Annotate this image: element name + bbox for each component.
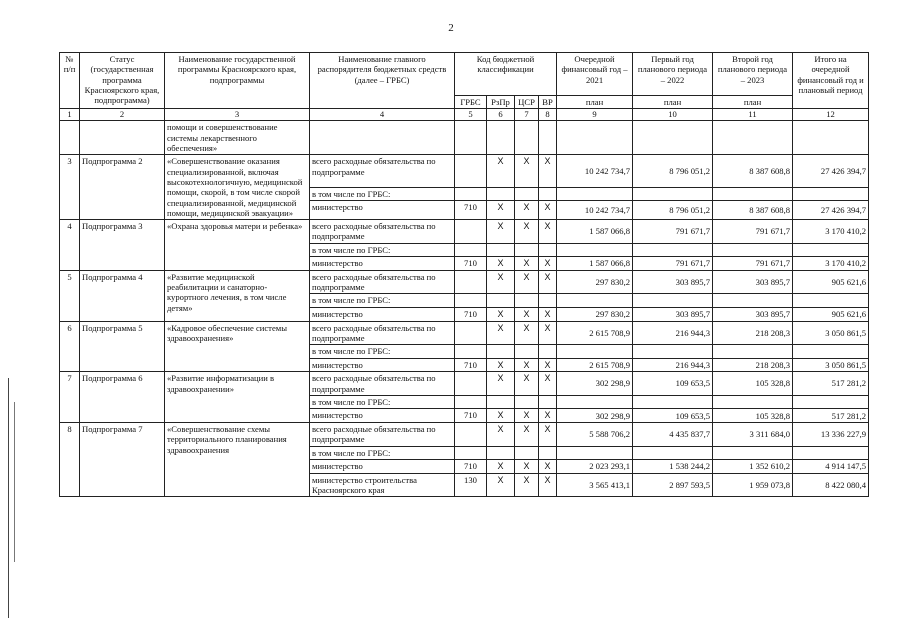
value-2021: 1 587 066,8 (557, 220, 633, 244)
value-2022: 303 895,7 (633, 270, 713, 294)
grbs-code-cell (455, 220, 487, 244)
grbs-total-label: всего расходные обязательства по подпрограмме (310, 155, 455, 188)
empty-cell (487, 345, 515, 358)
value-2022: 303 895,7 (633, 307, 713, 321)
grbs-code-cell (455, 372, 487, 396)
grbs-name: министерство строительства Красноярского края (310, 473, 455, 497)
x-mark: Х (515, 201, 539, 220)
value-2023: 3 311 684,0 (713, 423, 793, 447)
including-label: в том числе по ГРБС: (310, 395, 455, 408)
header-status: Статус (государственная программа Красноярского края, подпрограмма) (80, 53, 165, 109)
program-row (60, 155, 869, 188)
empty-cell (515, 294, 539, 307)
col-number: 8 (539, 109, 557, 121)
x-mark: Х (539, 220, 557, 244)
empty-cell (455, 395, 487, 408)
empty-cell (713, 187, 793, 200)
grbs-total-label: всего расходные обязательства по подпрограмме (310, 423, 455, 447)
x-mark: Х (515, 372, 539, 396)
grbs-code-cell (455, 270, 487, 294)
empty-cell (633, 187, 713, 200)
x-mark: Х (515, 155, 539, 188)
value-2021: 2 023 293,1 (557, 460, 633, 474)
program-row (60, 270, 869, 294)
empty-cell (455, 243, 487, 256)
x-mark: Х (487, 307, 515, 321)
header-grbs: ГРБС (455, 96, 487, 109)
grbs-name: министерство (310, 460, 455, 474)
grbs-name: министерство (310, 409, 455, 423)
x-mark: Х (515, 307, 539, 321)
value-2023: 303 895,7 (713, 270, 793, 294)
value-total: 27 426 394,7 (793, 201, 869, 220)
header-vr: ВР (539, 96, 557, 109)
including-label: в том числе по ГРБС: (310, 294, 455, 307)
empty-cell (487, 446, 515, 459)
margin-line (8, 378, 9, 618)
row-status: Подпрограмма 2 (80, 155, 165, 220)
header-total: Итого на очередной финансовый год и плановый период (793, 53, 869, 109)
grbs-code: 710 (455, 460, 487, 474)
empty-cell (713, 243, 793, 256)
empty-cell (455, 187, 487, 200)
row-status: Подпрограмма 4 (80, 270, 165, 321)
empty-cell (557, 243, 633, 256)
empty-cell (515, 187, 539, 200)
x-mark: Х (487, 270, 515, 294)
x-mark: Х (515, 257, 539, 271)
margin-line (14, 402, 15, 562)
row-number: 3 (60, 155, 80, 220)
empty-cell (793, 294, 869, 307)
value-2022: 791 671,7 (633, 220, 713, 244)
row-program-name: «Совершенствование оказания специализированной, включая высокотехнологичную, медицинской помощи, скорой, в том числе скорой специализированной, медицинской помощи, медицинской эвакуации» (165, 155, 310, 220)
col-number: 7 (515, 109, 539, 121)
including-label: в том числе по ГРБС: (310, 345, 455, 358)
header-grbs-name: Наименование главного распорядителя бюджетных средств (далее – ГРБС) (310, 53, 455, 109)
row-number: 8 (60, 423, 80, 497)
x-mark: Х (539, 155, 557, 188)
value-total: 13 336 227,9 (793, 423, 869, 447)
grbs-name: министерство (310, 358, 455, 372)
header-csr: ЦСР (515, 96, 539, 109)
col-number: 10 (633, 109, 713, 121)
empty-cell (515, 395, 539, 408)
col-number: 6 (487, 109, 515, 121)
program-row (60, 321, 869, 345)
value-2022: 4 435 837,7 (633, 423, 713, 447)
header-name: Наименование государственной программы Красноярского края, подпрограммы (165, 53, 310, 109)
empty-cell (793, 187, 869, 200)
x-mark: Х (487, 155, 515, 188)
value-total: 4 914 147,5 (793, 460, 869, 474)
empty-cell (633, 345, 713, 358)
value-total: 3 170 410,2 (793, 220, 869, 244)
row-number: 7 (60, 372, 80, 423)
value-2021: 297 830,2 (557, 270, 633, 294)
row-number: 5 (60, 270, 80, 321)
value-2021: 3 565 413,1 (557, 473, 633, 497)
empty-cell (539, 294, 557, 307)
empty-cell (487, 187, 515, 200)
row-status: Подпрограмма 5 (80, 321, 165, 372)
value-2023: 105 328,8 (713, 372, 793, 396)
page-number: 2 (448, 22, 454, 34)
x-mark: Х (515, 270, 539, 294)
x-mark: Х (539, 423, 557, 447)
value-total: 27 426 394,7 (793, 155, 869, 188)
empty-cell (487, 294, 515, 307)
grbs-total-label: всего расходные обязательства по подпрограмме (310, 372, 455, 396)
x-mark: Х (539, 321, 557, 345)
value-2023: 8 387 608,8 (713, 155, 793, 188)
empty-cell (487, 395, 515, 408)
x-mark: Х (487, 473, 515, 497)
program-row (60, 423, 869, 447)
x-mark: Х (515, 423, 539, 447)
row-program-name: «Развитие медицинской реабилитации и санаторно-курортного лечения, в том числе детям» (165, 270, 310, 321)
grbs-code: 710 (455, 201, 487, 220)
header-plan: план (633, 96, 713, 109)
header-plan: план (713, 96, 793, 109)
col-number: 5 (455, 109, 487, 121)
value-2022: 8 796 051,2 (633, 201, 713, 220)
value-2023: 303 895,7 (713, 307, 793, 321)
x-mark: Х (487, 220, 515, 244)
value-2023: 1 959 073,8 (713, 473, 793, 497)
grbs-code-cell (455, 155, 487, 188)
value-total: 905 621,6 (793, 307, 869, 321)
value-2021: 297 830,2 (557, 307, 633, 321)
x-mark: Х (539, 307, 557, 321)
x-mark: Х (539, 201, 557, 220)
value-2023: 218 208,3 (713, 358, 793, 372)
empty-cell (793, 243, 869, 256)
value-2021: 1 587 066,8 (557, 257, 633, 271)
x-mark: Х (539, 358, 557, 372)
empty-cell (557, 187, 633, 200)
value-total: 3 050 861,5 (793, 321, 869, 345)
x-mark: Х (539, 257, 557, 271)
value-2022: 109 653,5 (633, 409, 713, 423)
empty-cell (713, 294, 793, 307)
row-status: Подпрограмма 6 (80, 372, 165, 423)
empty-cell (713, 345, 793, 358)
value-2023: 8 387 608,8 (713, 201, 793, 220)
row-program-name: «Охрана здоровья матери и ребенка» (165, 220, 310, 271)
x-mark: Х (487, 409, 515, 423)
header-code: Код бюджетной классификации (455, 53, 557, 96)
empty-cell (633, 446, 713, 459)
x-mark: Х (487, 423, 515, 447)
empty-cell (455, 345, 487, 358)
grbs-code-cell (455, 423, 487, 447)
empty-cell (539, 446, 557, 459)
empty-cell (713, 446, 793, 459)
x-mark: Х (487, 201, 515, 220)
empty-cell (633, 294, 713, 307)
value-2021: 302 298,9 (557, 409, 633, 423)
value-total: 8 422 080,4 (793, 473, 869, 497)
value-2022: 8 796 051,2 (633, 155, 713, 188)
x-mark: Х (539, 270, 557, 294)
x-mark: Х (515, 473, 539, 497)
empty-cell (557, 294, 633, 307)
row-number: 4 (60, 220, 80, 271)
empty-cell (515, 243, 539, 256)
x-mark: Х (487, 460, 515, 474)
col-number: 11 (713, 109, 793, 121)
col-number: 1 (60, 109, 80, 121)
value-2022: 216 944,3 (633, 358, 713, 372)
value-2023: 791 671,7 (713, 257, 793, 271)
row-number: 6 (60, 321, 80, 372)
empty-cell (515, 345, 539, 358)
grbs-code: 710 (455, 307, 487, 321)
value-total: 3 170 410,2 (793, 257, 869, 271)
col-number: 4 (310, 109, 455, 121)
program-row (60, 220, 869, 244)
grbs-name: министерство (310, 307, 455, 321)
value-total: 517 281,2 (793, 372, 869, 396)
x-mark: Х (515, 409, 539, 423)
empty-cell (557, 446, 633, 459)
carry-text: помощи и совершенствование системы лекарственного обеспечения» (165, 121, 310, 155)
value-2023: 1 352 610,2 (713, 460, 793, 474)
including-label: в том числе по ГРБС: (310, 187, 455, 200)
empty-cell (633, 243, 713, 256)
x-mark: Х (539, 372, 557, 396)
value-2021: 2 615 708,9 (557, 321, 633, 345)
header-2022: Первый год планового периода – 2022 (633, 53, 713, 96)
value-2023: 218 208,3 (713, 321, 793, 345)
empty-cell (713, 395, 793, 408)
x-mark: Х (487, 358, 515, 372)
header-2021: Очередной финансовый год – 2021 (557, 53, 633, 96)
empty-cell (539, 395, 557, 408)
grbs-code: 710 (455, 257, 487, 271)
carry-row (60, 121, 869, 155)
value-total: 905 621,6 (793, 270, 869, 294)
x-mark: Х (539, 473, 557, 497)
value-total: 517 281,2 (793, 409, 869, 423)
row-status: Подпрограмма 3 (80, 220, 165, 271)
x-mark: Х (539, 460, 557, 474)
row-status: Подпрограмма 7 (80, 423, 165, 497)
program-row (60, 372, 869, 396)
empty-cell (539, 187, 557, 200)
empty-cell (539, 243, 557, 256)
col-number: 9 (557, 109, 633, 121)
value-2021: 302 298,9 (557, 372, 633, 396)
empty-cell (557, 345, 633, 358)
x-mark: Х (487, 257, 515, 271)
empty-cell (633, 395, 713, 408)
x-mark: Х (487, 321, 515, 345)
x-mark: Х (515, 460, 539, 474)
empty-cell (539, 345, 557, 358)
empty-cell (557, 395, 633, 408)
header-no: № п/п (60, 53, 80, 109)
empty-cell (515, 446, 539, 459)
value-2021: 5 588 706,2 (557, 423, 633, 447)
grbs-total-label: всего расходные обязательства по подпрограмме (310, 321, 455, 345)
grbs-code: 710 (455, 409, 487, 423)
grbs-total-label: всего расходные обязательства по подпрограмме (310, 270, 455, 294)
empty-cell (487, 243, 515, 256)
grbs-total-label: всего расходные обязательства по подпрограмме (310, 220, 455, 244)
grbs-name: министерство (310, 201, 455, 220)
x-mark: Х (515, 358, 539, 372)
col-number: 12 (793, 109, 869, 121)
grbs-code: 130 (455, 473, 487, 497)
x-mark: Х (487, 372, 515, 396)
grbs-name: министерство (310, 257, 455, 271)
x-mark: Х (515, 220, 539, 244)
x-mark: Х (515, 321, 539, 345)
row-program-name: «Развитие информатизации в здравоохранении» (165, 372, 310, 423)
including-label: в том числе по ГРБС: (310, 243, 455, 256)
value-2021: 2 615 708,9 (557, 358, 633, 372)
empty-cell (793, 345, 869, 358)
grbs-code: 710 (455, 358, 487, 372)
value-2021: 10 242 734,7 (557, 201, 633, 220)
row-program-name: «Совершенствование схемы территориального планирования здравоохранения (165, 423, 310, 497)
col-number: 3 (165, 109, 310, 121)
value-2022: 1 538 244,2 (633, 460, 713, 474)
grbs-code-cell (455, 321, 487, 345)
header-plan: план (557, 96, 633, 109)
col-number: 2 (80, 109, 165, 121)
including-label: в том числе по ГРБС: (310, 446, 455, 459)
x-mark: Х (539, 409, 557, 423)
value-2023: 105 328,8 (713, 409, 793, 423)
budget-table (59, 52, 869, 497)
value-2022: 109 653,5 (633, 372, 713, 396)
header-2023: Второй год планового периода – 2023 (713, 53, 793, 96)
header-rzpr: РзПр (487, 96, 515, 109)
value-2022: 2 897 593,5 (633, 473, 713, 497)
value-2022: 791 671,7 (633, 257, 713, 271)
empty-cell (455, 294, 487, 307)
value-total: 3 050 861,5 (793, 358, 869, 372)
empty-cell (793, 395, 869, 408)
value-2021: 10 242 734,7 (557, 155, 633, 188)
value-2023: 791 671,7 (713, 220, 793, 244)
empty-cell (793, 446, 869, 459)
column-number-row (60, 109, 869, 121)
row-program-name: «Кадровое обеспечение системы здравоохранения» (165, 321, 310, 372)
empty-cell (455, 446, 487, 459)
value-2022: 216 944,3 (633, 321, 713, 345)
